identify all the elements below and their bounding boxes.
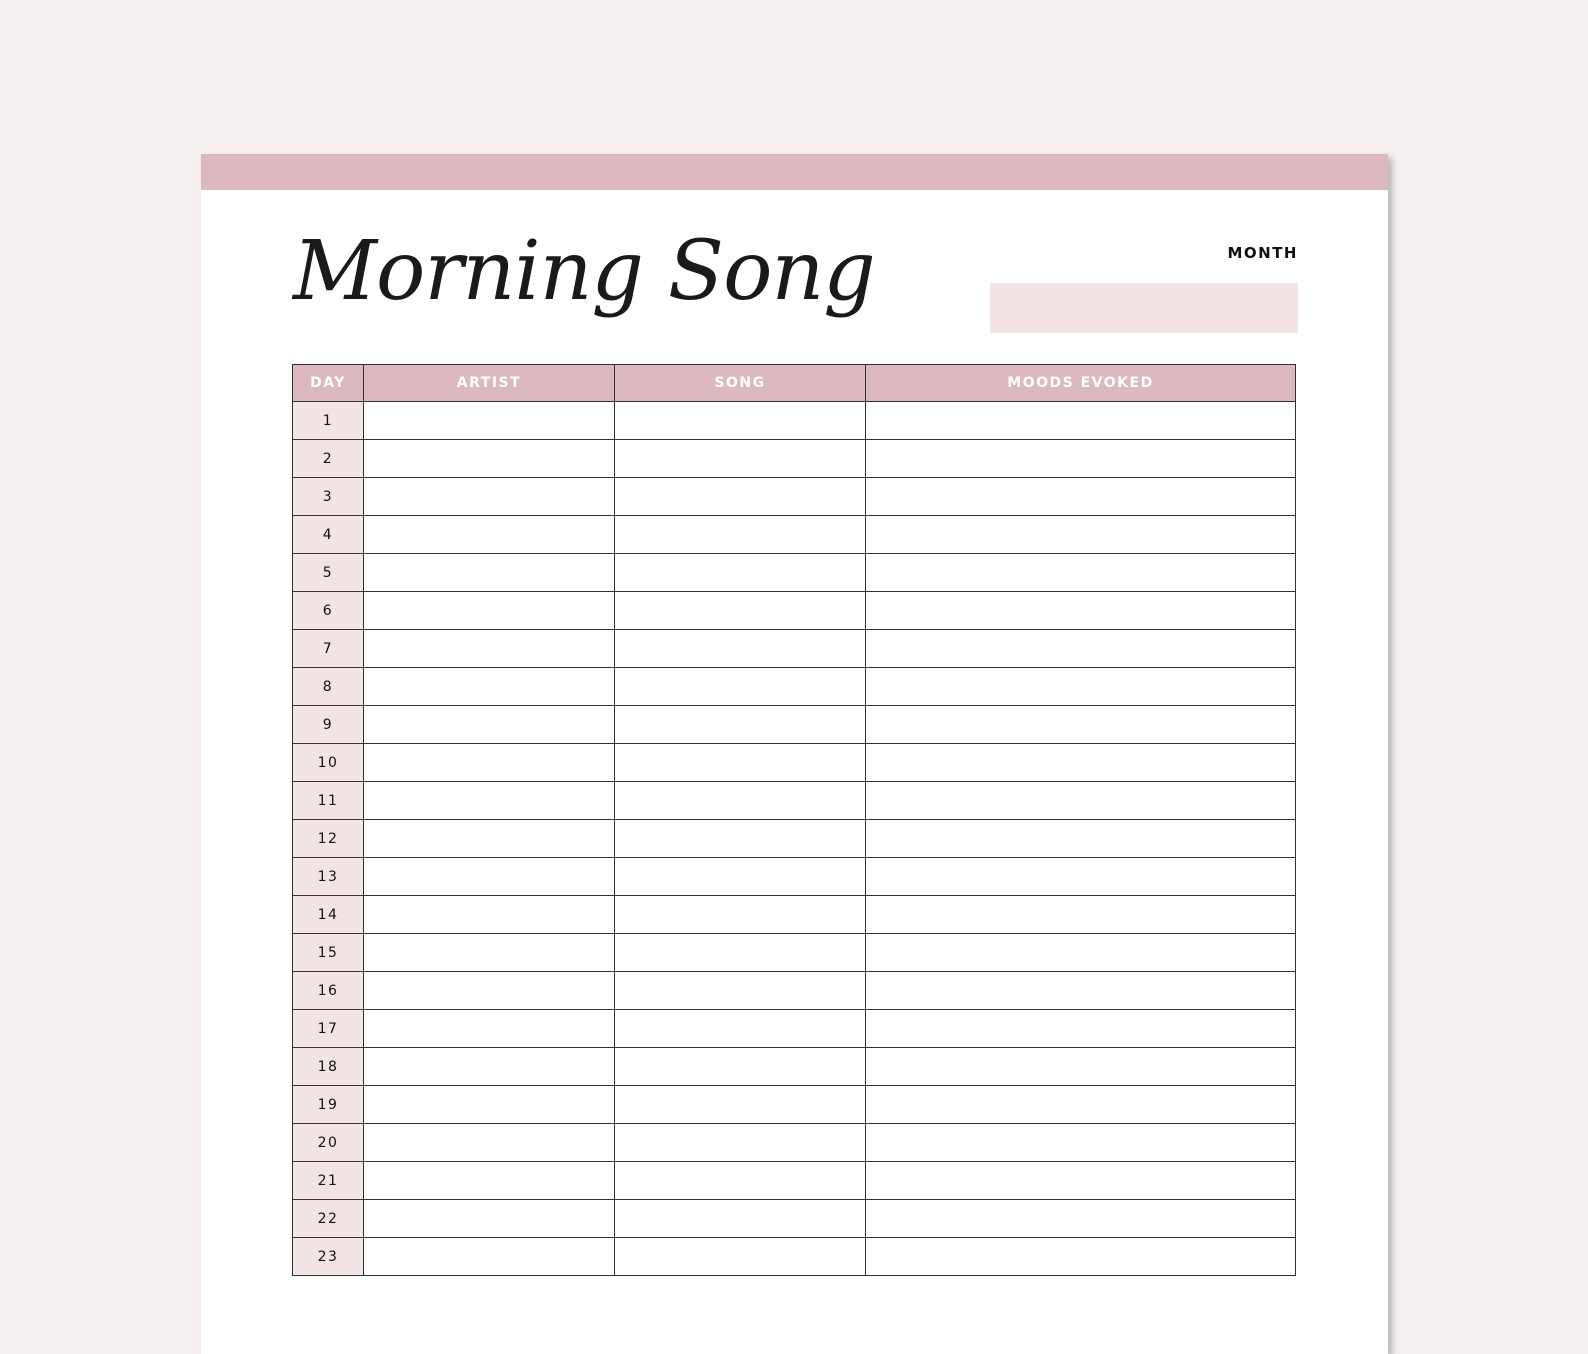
day-number: 1 bbox=[293, 402, 364, 440]
table-row bbox=[293, 554, 1296, 592]
song-cell[interactable] bbox=[615, 744, 866, 782]
artist-cell[interactable] bbox=[364, 440, 615, 478]
song-cell[interactable] bbox=[615, 820, 866, 858]
moods-cell[interactable] bbox=[866, 630, 1296, 668]
moods-cell[interactable] bbox=[866, 668, 1296, 706]
song-cell[interactable] bbox=[615, 972, 866, 1010]
artist-cell[interactable] bbox=[364, 668, 615, 706]
header-artist: ARTIST bbox=[364, 365, 615, 402]
table-row bbox=[293, 1124, 1296, 1162]
table-row bbox=[293, 858, 1296, 896]
moods-cell[interactable] bbox=[866, 1162, 1296, 1200]
day-number: 14 bbox=[293, 896, 364, 934]
month-label: MONTH bbox=[1227, 244, 1298, 262]
artist-cell[interactable] bbox=[364, 402, 615, 440]
moods-cell[interactable] bbox=[866, 1010, 1296, 1048]
moods-cell[interactable] bbox=[866, 440, 1296, 478]
artist-cell[interactable] bbox=[364, 1010, 615, 1048]
day-number: 7 bbox=[293, 630, 364, 668]
table-row bbox=[293, 934, 1296, 972]
song-cell[interactable] bbox=[615, 896, 866, 934]
day-number: 6 bbox=[293, 592, 364, 630]
moods-cell[interactable] bbox=[866, 1086, 1296, 1124]
day-number: 13 bbox=[293, 858, 364, 896]
table-row bbox=[293, 630, 1296, 668]
moods-cell[interactable] bbox=[866, 1200, 1296, 1238]
song-cell[interactable] bbox=[615, 630, 866, 668]
table-row bbox=[293, 402, 1296, 440]
table-row bbox=[293, 706, 1296, 744]
moods-cell[interactable] bbox=[866, 1048, 1296, 1086]
artist-cell[interactable] bbox=[364, 972, 615, 1010]
artist-cell[interactable] bbox=[364, 934, 615, 972]
day-number: 2 bbox=[293, 440, 364, 478]
table-row bbox=[293, 820, 1296, 858]
artist-cell[interactable] bbox=[364, 706, 615, 744]
song-cell[interactable] bbox=[615, 478, 866, 516]
song-cell[interactable] bbox=[615, 440, 866, 478]
artist-cell[interactable] bbox=[364, 554, 615, 592]
page-title: Morning Song bbox=[293, 224, 875, 319]
song-cell[interactable] bbox=[615, 402, 866, 440]
song-cell[interactable] bbox=[615, 668, 866, 706]
artist-cell[interactable] bbox=[364, 744, 615, 782]
table-row bbox=[293, 516, 1296, 554]
moods-cell[interactable] bbox=[866, 858, 1296, 896]
moods-cell[interactable] bbox=[866, 402, 1296, 440]
artist-cell[interactable] bbox=[364, 858, 615, 896]
artist-cell[interactable] bbox=[364, 516, 615, 554]
song-cell[interactable] bbox=[615, 858, 866, 896]
day-number: 4 bbox=[293, 516, 364, 554]
song-cell[interactable] bbox=[615, 1010, 866, 1048]
artist-cell[interactable] bbox=[364, 782, 615, 820]
table-row bbox=[293, 668, 1296, 706]
table-row bbox=[293, 1200, 1296, 1238]
song-cell[interactable] bbox=[615, 1124, 866, 1162]
table-row bbox=[293, 592, 1296, 630]
moods-cell[interactable] bbox=[866, 1124, 1296, 1162]
artist-cell[interactable] bbox=[364, 478, 615, 516]
table-row bbox=[293, 1086, 1296, 1124]
artist-cell[interactable] bbox=[364, 1086, 615, 1124]
moods-cell[interactable] bbox=[866, 478, 1296, 516]
artist-cell[interactable] bbox=[364, 1048, 615, 1086]
day-number: 3 bbox=[293, 478, 364, 516]
moods-cell[interactable] bbox=[866, 820, 1296, 858]
day-number: 22 bbox=[293, 1200, 364, 1238]
day-number: 11 bbox=[293, 782, 364, 820]
moods-cell[interactable] bbox=[866, 706, 1296, 744]
table-row bbox=[293, 1162, 1296, 1200]
song-cell[interactable] bbox=[615, 706, 866, 744]
song-cell[interactable] bbox=[615, 1162, 866, 1200]
day-number: 19 bbox=[293, 1086, 364, 1124]
day-number: 17 bbox=[293, 1010, 364, 1048]
artist-cell[interactable] bbox=[364, 1200, 615, 1238]
song-cell[interactable] bbox=[615, 1048, 866, 1086]
moods-cell[interactable] bbox=[866, 744, 1296, 782]
header-day: DAY bbox=[293, 365, 364, 402]
song-cell[interactable] bbox=[615, 934, 866, 972]
day-number: 20 bbox=[293, 1124, 364, 1162]
moods-cell[interactable] bbox=[866, 972, 1296, 1010]
day-number: 12 bbox=[293, 820, 364, 858]
artist-cell[interactable] bbox=[364, 896, 615, 934]
moods-cell[interactable] bbox=[866, 782, 1296, 820]
song-cell[interactable] bbox=[615, 592, 866, 630]
song-cell[interactable] bbox=[615, 516, 866, 554]
table-row bbox=[293, 896, 1296, 934]
day-number: 23 bbox=[293, 1238, 364, 1276]
song-cell[interactable] bbox=[615, 782, 866, 820]
moods-cell[interactable] bbox=[866, 592, 1296, 630]
header-song: SONG bbox=[615, 365, 866, 402]
day-number: 15 bbox=[293, 934, 364, 972]
day-number: 9 bbox=[293, 706, 364, 744]
moods-cell[interactable] bbox=[866, 934, 1296, 972]
day-number: 18 bbox=[293, 1048, 364, 1086]
artist-cell[interactable] bbox=[364, 1162, 615, 1200]
table-row bbox=[293, 1010, 1296, 1048]
month-field[interactable] bbox=[990, 283, 1298, 333]
planner-page bbox=[201, 154, 1388, 1354]
day-number: 16 bbox=[293, 972, 364, 1010]
artist-cell[interactable] bbox=[364, 592, 615, 630]
song-cell[interactable] bbox=[615, 1086, 866, 1124]
song-log-table bbox=[292, 364, 1296, 1276]
table-row bbox=[293, 478, 1296, 516]
top-band bbox=[201, 154, 1388, 190]
artist-cell[interactable] bbox=[364, 820, 615, 858]
moods-cell[interactable] bbox=[866, 896, 1296, 934]
table-row bbox=[293, 972, 1296, 1010]
moods-cell[interactable] bbox=[866, 554, 1296, 592]
artist-cell[interactable] bbox=[364, 1124, 615, 1162]
day-number: 5 bbox=[293, 554, 364, 592]
header-moods: MOODS EVOKED bbox=[866, 365, 1296, 402]
table-row bbox=[293, 440, 1296, 478]
table-row bbox=[293, 782, 1296, 820]
day-number: 8 bbox=[293, 668, 364, 706]
artist-cell[interactable] bbox=[364, 630, 615, 668]
day-number: 21 bbox=[293, 1162, 364, 1200]
day-number: 10 bbox=[293, 744, 364, 782]
table-row bbox=[293, 1048, 1296, 1086]
moods-cell[interactable] bbox=[866, 516, 1296, 554]
table-row bbox=[293, 744, 1296, 782]
song-cell[interactable] bbox=[615, 554, 866, 592]
song-cell[interactable] bbox=[615, 1200, 866, 1238]
